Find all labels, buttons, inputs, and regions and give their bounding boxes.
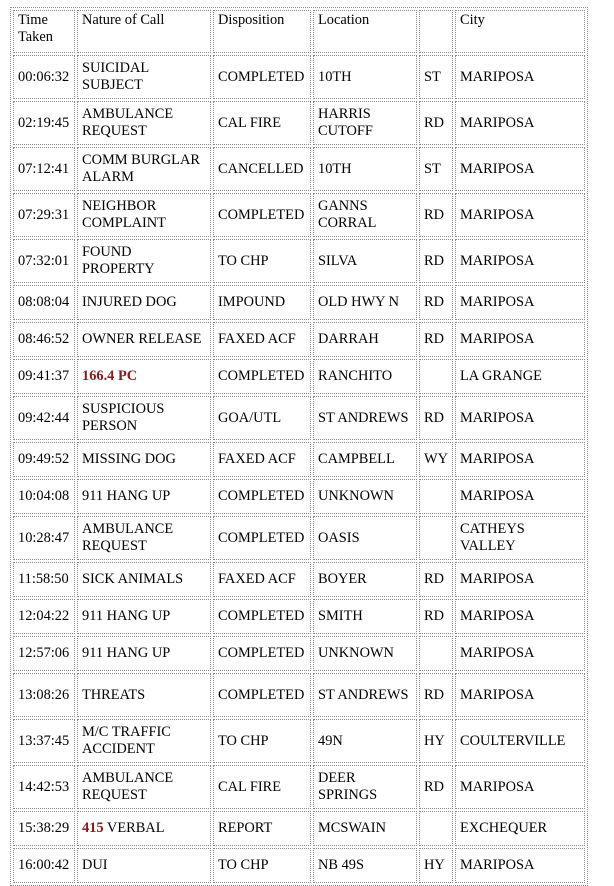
cell-time: 10:28:47 [13,516,75,560]
table-row [13,193,585,237]
cell-location: RANCHITO [313,359,417,394]
table-row [13,359,585,394]
cell-city: MARIPOSA [455,479,585,514]
cell-location: OLD HWY N [313,285,417,320]
cell-nature [77,239,211,283]
cell-nature [77,848,211,883]
cell-time: 10:04:08 [13,479,75,514]
cell-street-type: RD [419,239,453,283]
cell-time: 09:42:44 [13,396,75,440]
cell-location: SILVA [313,239,417,283]
cell-location: BOYER [313,562,417,597]
nature-text: AMBULANCE REQUEST [82,106,177,139]
penal-code-highlight: 166.4 PC [82,368,138,384]
cell-nature [77,636,211,671]
cell-location: UNKNOWN [313,479,417,514]
cell-location: 49N [313,719,417,763]
header-location: Location [313,10,417,53]
cell-disposition: FAXED ACF [213,322,311,357]
nature-text: NEIGHBOR COMPLAINT [82,198,166,231]
cell-city: MARIPOSA [455,562,585,597]
table-row [13,562,585,597]
cell-time: 11:58:50 [13,562,75,597]
cell-location: ST ANDREWS [313,673,417,717]
cell-time: 07:32:01 [13,239,75,283]
nature-text: DUI [82,857,108,873]
cell-location: GANNS CORRAL [313,193,417,237]
cell-location: DARRAH [313,322,417,357]
cell-nature [77,479,211,514]
cell-time: 09:41:37 [13,359,75,394]
cell-time: 15:38:29 [13,811,75,846]
nature-text: FOUND PROPERTY [82,244,155,277]
cell-street-type: RD [419,599,453,634]
cell-disposition: IMPOUND [213,285,311,320]
call-log-table [10,7,588,886]
cell-street-type: RD [419,101,453,145]
nature-text: AMBULANCE REQUEST [82,521,177,554]
cell-city: MARIPOSA [455,765,585,809]
cell-city: COULTERVILLE [455,719,585,763]
cell-nature [77,285,211,320]
cell-city: EXCHEQUER [455,811,585,846]
cell-city: MARIPOSA [455,285,585,320]
header-disposition: Disposition [213,10,311,53]
cell-location: NB 49S [313,848,417,883]
cell-city: MARIPOSA [455,55,585,99]
cell-street-type [419,811,453,846]
cell-city: MARIPOSA [455,239,585,283]
cell-street-type: RD [419,322,453,357]
cell-street-type [419,359,453,394]
nature-text: SICK ANIMALS [82,571,184,587]
cell-nature [77,442,211,477]
nature-text: OWNER RELEASE [82,331,202,347]
cell-time: 12:04:22 [13,599,75,634]
table-row [13,101,585,145]
cell-nature [77,599,211,634]
header-time: Time Taken [13,10,75,53]
table-row [13,442,585,477]
cell-disposition: COMPLETED [213,479,311,514]
cell-location: MCSWAIN [313,811,417,846]
table-row [13,811,585,846]
nature-text: 911 HANG UP [82,645,171,661]
cell-disposition: COMPLETED [213,636,311,671]
nature-text: M/C TRAFFIC ACCIDENT [82,724,174,757]
cell-location: OASIS [313,516,417,560]
cell-street-type: RD [419,285,453,320]
cell-disposition: TO CHP [213,239,311,283]
cell-nature [77,322,211,357]
table-row [13,55,585,99]
cell-location: UNKNOWN [313,636,417,671]
cell-disposition: COMPLETED [213,516,311,560]
cell-city: LA GRANGE [455,359,585,394]
cell-disposition: REPORT [213,811,311,846]
cell-disposition: COMPLETED [213,359,311,394]
table-row [13,239,585,283]
cell-disposition: COMPLETED [213,673,311,717]
cell-time: 13:37:45 [13,719,75,763]
table-row [13,719,585,763]
cell-street-type [419,516,453,560]
cell-disposition: CANCELLED [213,147,311,191]
cell-time: 09:49:52 [13,442,75,477]
cell-street-type: ST [419,55,453,99]
table-row [13,479,585,514]
cell-nature [77,396,211,440]
table-row [13,673,585,717]
cell-location: HARRIS CUTOFF [313,101,417,145]
cell-street-type: HY [419,848,453,883]
penal-code-highlight: 415 [82,820,104,836]
cell-street-type [419,636,453,671]
cell-city: MARIPOSA [455,396,585,440]
header-row [13,10,585,53]
cell-city: MARIPOSA [455,101,585,145]
cell-street-type: WY [419,442,453,477]
cell-disposition: COMPLETED [213,193,311,237]
cell-nature [77,55,211,99]
cell-disposition: COMPLETED [213,55,311,99]
cell-street-type: ST [419,147,453,191]
cell-time: 08:08:04 [13,285,75,320]
cell-city: MARIPOSA [455,442,585,477]
table-row [13,322,585,357]
nature-text: INJURED DOG [82,294,177,310]
cell-street-type: RD [419,562,453,597]
cell-disposition: TO CHP [213,719,311,763]
cell-location: CAMPBELL [313,442,417,477]
cell-nature [77,359,211,394]
cell-location: 10TH [313,147,417,191]
cell-time: 13:08:26 [13,673,75,717]
cell-time: 08:46:52 [13,322,75,357]
cell-city: MARIPOSA [455,193,585,237]
cell-street-type: RD [419,765,453,809]
nature-text: AMBULANCE REQUEST [82,770,177,803]
cell-time: 07:12:41 [13,147,75,191]
cell-time: 07:29:31 [13,193,75,237]
cell-location: SMITH [313,599,417,634]
table-row [13,765,585,809]
table-row [13,516,585,560]
cell-street-type: RD [419,193,453,237]
nature-text: MISSING DOG [82,451,176,467]
cell-time: 14:42:53 [13,765,75,809]
cell-street-type: HY [419,719,453,763]
table-row [13,396,585,440]
nature-text: VERBAL [103,820,165,836]
cell-time: 12:57:06 [13,636,75,671]
table-row [13,147,585,191]
nature-text: SUICIDAL SUBJECT [82,60,153,93]
cell-location: DEER SPRINGS [313,765,417,809]
cell-city: MARIPOSA [455,848,585,883]
nature-text: 911 HANG UP [82,608,171,624]
cell-disposition: CAL FIRE [213,765,311,809]
cell-disposition: FAXED ACF [213,562,311,597]
cell-nature [77,516,211,560]
cell-city: MARIPOSA [455,636,585,671]
cell-city: MARIPOSA [455,599,585,634]
cell-nature [77,719,211,763]
cell-disposition: GOA/UTL [213,396,311,440]
cell-location: ST ANDREWS [313,396,417,440]
table-row [13,285,585,320]
cell-nature [77,673,211,717]
nature-text: COMM BURGLAR ALARM [82,152,203,185]
cell-disposition: CAL FIRE [213,101,311,145]
cell-disposition: TO CHP [213,848,311,883]
cell-city: MARIPOSA [455,147,585,191]
cell-nature [77,101,211,145]
table-row [13,599,585,634]
cell-city: MARIPOSA [455,322,585,357]
cell-time: 16:00:42 [13,848,75,883]
cell-nature [77,765,211,809]
cell-street-type: RD [419,673,453,717]
nature-text: THREATS [82,686,146,703]
header-street-type [419,10,453,53]
nature-text: SUSPICIOUS PERSON [82,401,168,434]
header-city: City [455,10,585,53]
cell-location: 10TH [313,55,417,99]
cell-time: 00:06:32 [13,55,75,99]
cell-disposition: COMPLETED [213,599,311,634]
cell-street-type: RD [419,396,453,440]
cell-city: MARIPOSA [455,673,585,717]
cell-nature [77,811,211,846]
cell-nature [77,193,211,237]
header-nature: Nature of Call [77,10,211,53]
cell-street-type [419,479,453,514]
cell-time: 02:19:45 [13,101,75,145]
cell-nature [77,147,211,191]
table-row [13,848,585,883]
cell-disposition: FAXED ACF [213,442,311,477]
table-row [13,636,585,671]
cell-nature [77,562,211,597]
nature-text: 911 HANG UP [82,488,171,504]
cell-city: CATHEYS VALLEY [455,516,585,560]
